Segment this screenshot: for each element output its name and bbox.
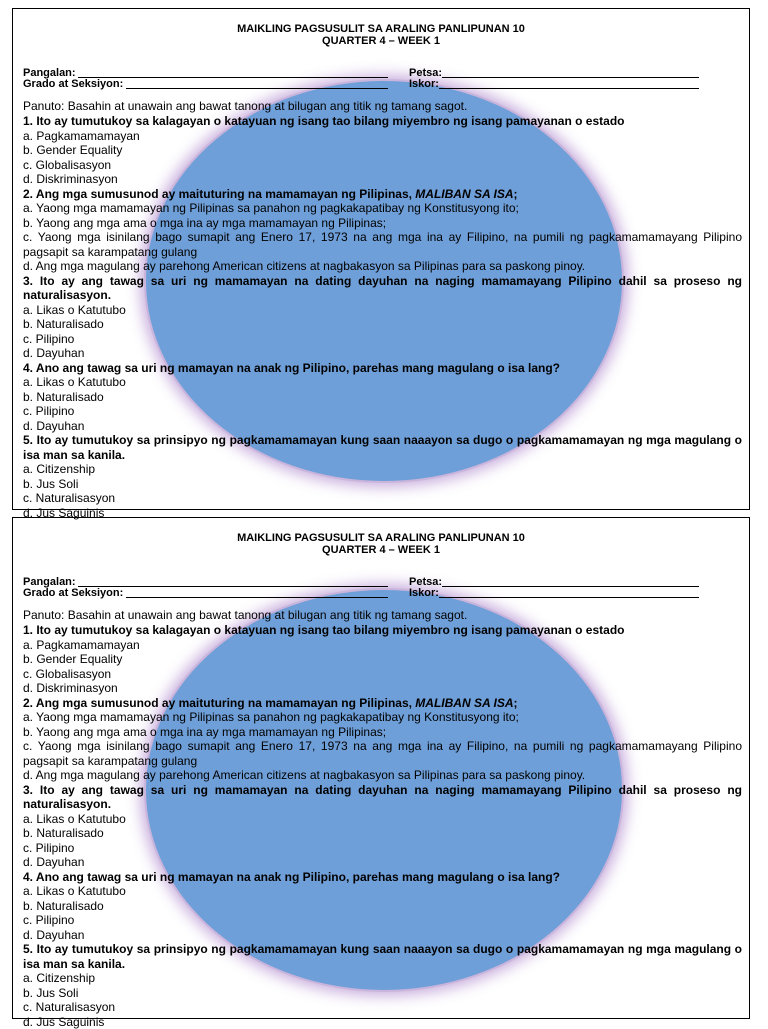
question-list (23, 623, 742, 1029)
choice-a[interactable]: a. Likas o Katutubo (23, 812, 742, 827)
date-label: Petsa: (409, 67, 442, 79)
question-emphasis: MALIBAN SA ISA (415, 187, 513, 201)
choice-d[interactable]: d. Jus Saguinis (23, 1015, 742, 1029)
question-2 (23, 696, 742, 783)
choice-a[interactable]: a. Likas o Katutubo (23, 884, 742, 899)
question-text (23, 187, 742, 202)
question-text: 1. Ito ay tumutukoy sa kalagayan o katayuan ng isang tao bilang miyembro ng isang pamayanan o estado (23, 623, 742, 638)
choice-d[interactable]: d. Ang mga magulang ay parehong American citizens at nagbakasyon sa Pilipinas para sa paskong pinoy. (23, 259, 742, 274)
choice-c[interactable]: c. Yaong mga isinilang bago sumapit ang Enero 17, 1973 na ang mga ina ay Filipino, na pumili ng pagkamamamayang Pilipino pagsapit sa karampatang gulang (23, 739, 742, 768)
grade-section-label: Grado at Seksiyon: (23, 587, 123, 599)
date-line (442, 77, 699, 78)
choice-c[interactable]: c. Globalisasyon (23, 667, 742, 682)
choice-c[interactable]: c. Naturalisasyon (23, 1000, 742, 1015)
question-1 (23, 114, 742, 187)
choice-d[interactable]: d. Diskriminasyon (23, 681, 742, 696)
score-field[interactable] (409, 78, 439, 90)
instructions: Panuto: Basahin at unawain ang bawat tanong at bilugan ang titik ng tamang sagot. (23, 608, 467, 622)
choice-d[interactable]: d. Diskriminasyon (23, 172, 742, 187)
question-5 (23, 433, 742, 520)
choice-d[interactable]: d. Jus Saguinis (23, 506, 742, 521)
choice-b[interactable]: b. Jus Soli (23, 986, 742, 1001)
choice-b[interactable]: b. Gender Equality (23, 652, 742, 667)
question-text (23, 696, 742, 711)
question-text: 5. Ito ay tumutukoy sa prinsipyo ng pagkamamamayan kung saan naaayon sa dugo o pagkamamamayan ng mga magulang o isa man sa kanila. (23, 942, 742, 971)
score-line (439, 88, 699, 89)
quiz-title: MAIKLING PAGSUSULIT SA ARALING PANLIPUNAN 10 (13, 532, 749, 544)
question-text: 4. Ano ang tawag sa uri ng mamayan na anak ng Pilipino, parehas mang magulang o isa lang? (23, 361, 742, 376)
choice-a[interactable]: a. Likas o Katutubo (23, 303, 742, 318)
choice-c[interactable]: c. Pilipino (23, 404, 742, 419)
question-text: 4. Ano ang tawag sa uri ng mamayan na anak ng Pilipino, parehas mang magulang o isa lang? (23, 870, 742, 885)
choice-b[interactable]: b. Naturalisado (23, 826, 742, 841)
quiz-subtitle: QUARTER 4 – WEEK 1 (13, 544, 749, 556)
choice-b[interactable]: b. Naturalisado (23, 317, 742, 332)
question-2 (23, 187, 742, 274)
quiz-content (13, 532, 749, 556)
choice-b[interactable]: b. Yaong ang mga ama o mga ina ay mga mamamayan ng Pilipinas; (23, 725, 742, 740)
choice-d[interactable]: d. Ang mga magulang ay parehong American citizens at nagbakasyon sa Pilipinas para sa paskong pinoy. (23, 768, 742, 783)
score-field[interactable] (409, 587, 439, 599)
quiz-content (13, 23, 749, 47)
choice-c[interactable]: c. Pilipino (23, 913, 742, 928)
choice-c[interactable]: c. Naturalisasyon (23, 491, 742, 506)
choice-c[interactable]: c. Pilipino (23, 332, 742, 347)
question-1 (23, 623, 742, 696)
name-line (78, 586, 388, 587)
name-label: Pangalan: (23, 576, 76, 588)
choice-d[interactable]: d. Dayuhan (23, 928, 742, 943)
question-3 (23, 274, 742, 361)
question-text-end: ; (514, 696, 518, 710)
question-text-end: ; (514, 187, 518, 201)
choice-d[interactable]: d. Dayuhan (23, 855, 742, 870)
choice-d[interactable]: d. Dayuhan (23, 419, 742, 434)
choice-a[interactable]: a. Yaong mga mamamayan ng Pilipinas sa panahon ng pagkakapatibay ng Konstitusyong ito; (23, 201, 742, 216)
grade-section-field[interactable] (23, 78, 123, 90)
choice-c[interactable]: c. Yaong mga isinilang bago sumapit ang Enero 17, 1973 na ang mga ina ay Filipino, na pumili ng pagkamamamayang Pilipino pagsapit sa karampatang gulang (23, 230, 742, 259)
quiz-subtitle: QUARTER 4 – WEEK 1 (13, 35, 749, 47)
question-text: 1. Ito ay tumutukoy sa kalagayan o katayuan ng isang tao bilang miyembro ng isang pamayanan o estado (23, 114, 742, 129)
name-line (78, 77, 388, 78)
choice-c[interactable]: c. Globalisasyon (23, 158, 742, 173)
choice-b[interactable]: b. Jus Soli (23, 477, 742, 492)
quiz-title: MAIKLING PAGSUSULIT SA ARALING PANLIPUNAN 10 (13, 23, 749, 35)
choice-b[interactable]: b. Naturalisado (23, 899, 742, 914)
choice-a[interactable]: a. Pagkamamamayan (23, 129, 742, 144)
choice-a[interactable]: a. Yaong mga mamamayan ng Pilipinas sa panahon ng pagkakapatibay ng Konstitusyong ito; (23, 710, 742, 725)
choice-d[interactable]: d. Dayuhan (23, 346, 742, 361)
question-4 (23, 870, 742, 943)
question-text: 5. Ito ay tumutukoy sa prinsipyo ng pagkamamamayan kung saan naaayon sa dugo o pagkamamamayan ng mga magulang o isa man sa kanila. (23, 433, 742, 462)
choice-a[interactable]: a. Likas o Katutubo (23, 375, 742, 390)
grade-section-line (126, 597, 388, 598)
date-line (442, 586, 699, 587)
question-text: 3. Ito ay ang tawag sa uri ng mamamayan na dating dayuhan na naging mamamayang Pilipino dahil sa proseso ng naturalisasyon. (23, 274, 742, 303)
choice-c[interactable]: c. Pilipino (23, 841, 742, 856)
instructions: Panuto: Basahin at unawain ang bawat tanong at bilugan ang titik ng tamang sagot. (23, 99, 467, 113)
question-text: 3. Ito ay ang tawag sa uri ng mamamayan na dating dayuhan na naging mamamayang Pilipino dahil sa proseso ng naturalisasyon. (23, 783, 742, 812)
grade-section-label: Grado at Seksiyon: (23, 78, 123, 90)
score-label: Iskor: (409, 78, 439, 90)
date-label: Petsa: (409, 576, 442, 588)
choice-a[interactable]: a. Citizenship (23, 971, 742, 986)
choice-b[interactable]: b. Yaong ang mga ama o mga ina ay mga mamamayan ng Pilipinas; (23, 216, 742, 231)
grade-section-field[interactable] (23, 587, 123, 599)
quiz-sheet-1 (12, 8, 750, 510)
choice-b[interactable]: b. Gender Equality (23, 143, 742, 158)
grade-section-line (126, 88, 388, 89)
question-emphasis: MALIBAN SA ISA (415, 696, 513, 710)
question-3 (23, 783, 742, 870)
choice-a[interactable]: a. Pagkamamamayan (23, 638, 742, 653)
choice-b[interactable]: b. Naturalisado (23, 390, 742, 405)
question-list (23, 114, 742, 520)
score-label: Iskor: (409, 587, 439, 599)
choice-a[interactable]: a. Citizenship (23, 462, 742, 477)
question-5 (23, 942, 742, 1029)
name-label: Pangalan: (23, 67, 76, 79)
quiz-sheet-2 (12, 517, 750, 1019)
question-text-start: 2. Ang mga sumusunod ay maituturing na mamamayan ng Pilipinas, (23, 696, 415, 710)
score-line (439, 597, 699, 598)
question-text-start: 2. Ang mga sumusunod ay maituturing na mamamayan ng Pilipinas, (23, 187, 415, 201)
question-4 (23, 361, 742, 434)
